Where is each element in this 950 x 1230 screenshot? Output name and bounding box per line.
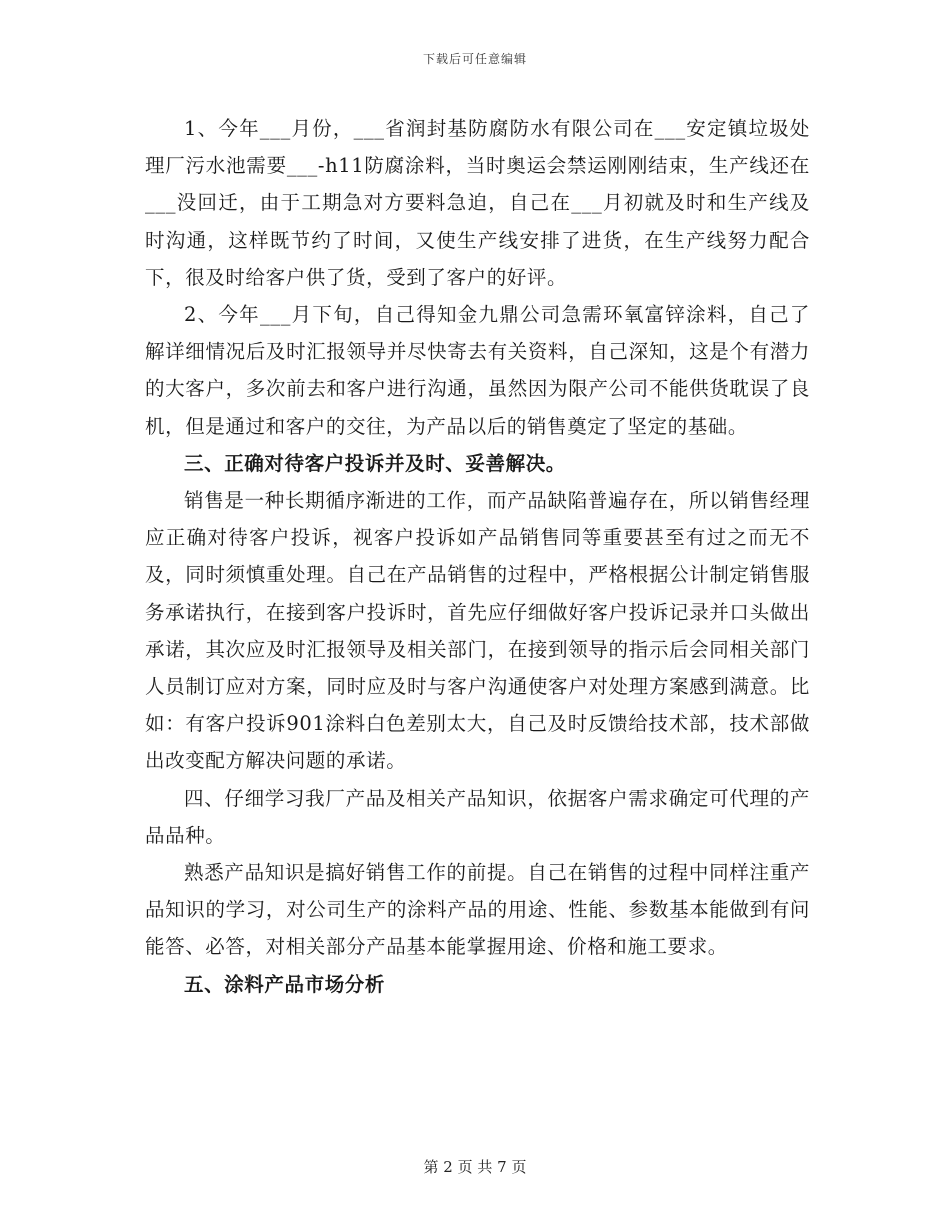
section-heading-3: 三、正确对待客户投诉并及时、妥善解决。: [184, 451, 566, 475]
paragraph-item-1: 1、今年___月份，___省润封基防腐防水有限公司在___安定镇垃圾处理厂污水池需要___-h11防腐涂料，当时奥运会禁运刚刚结束，生产线还在___没回迁，由于工期急对方要料急迫，自己在___月初就及时和生产线及时沟通，这样既节约了时间，又使生产线安排了进货，在生产线努力配合下，很及时给客户供了货，受到了客户的好评。: [145, 117, 810, 289]
paragraph-complaints: 销售是一种长期循序渐进的工作，而产品缺陷普遍存在，所以销售经理应正确对待客户投诉，视客户投诉如产品销售同等重要甚至有过之而无不及，同时须慎重处理。自己在产品销售的过程中，严格根据公计制定销售服务承诺执行，在接到客户投诉时，首先应仔细做好客户投诉记录并口头做出承诺，其次应及时汇报领导及相关部门，在接到领导的指示后会同相关部门人员制订应对方案，同时应及时与客户沟通使客户对处理方案感到满意。比如：有客户投诉901涂料白色差别太大，自己及时反馈给技术部，技术部做出改变配方解决问题的承诺。: [145, 489, 810, 773]
section-heading-5: 五、涂料产品市场分析: [184, 972, 386, 996]
page-footer: 第 2 页 共 7 页: [423, 1158, 527, 1176]
paragraph-product-knowledge: 熟悉产品知识是搞好销售工作的前提。自己在销售的过程中同样注重产品知识的学习，对公司生产的涂料产品的用途、性能、参数基本能做到有问能答、必答，对相关部分产品基本能掌握用途、价格和施工要求。: [145, 861, 810, 959]
paragraph-section-4: 四、仔细学习我厂产品及相关产品知识，依据客户需求确定可代理的产品品种。: [145, 786, 810, 847]
page-header: 下载后可任意编辑: [422, 52, 527, 66]
paragraph-item-2: 2、今年___月下旬，自己得知金九鼎公司急需环氧富锌涂料，自己了解详细情况后及时汇报领导并尽快寄去有关资料，自己深知，这是个有潜力的大客户，多次前去和客户进行沟通，虽然因为限产公司不能供货耽误了良机，但是通过和客户的交往，为产品以后的销售奠定了坚定的基础。: [145, 303, 810, 438]
document-body: [145, 110, 810, 1003]
